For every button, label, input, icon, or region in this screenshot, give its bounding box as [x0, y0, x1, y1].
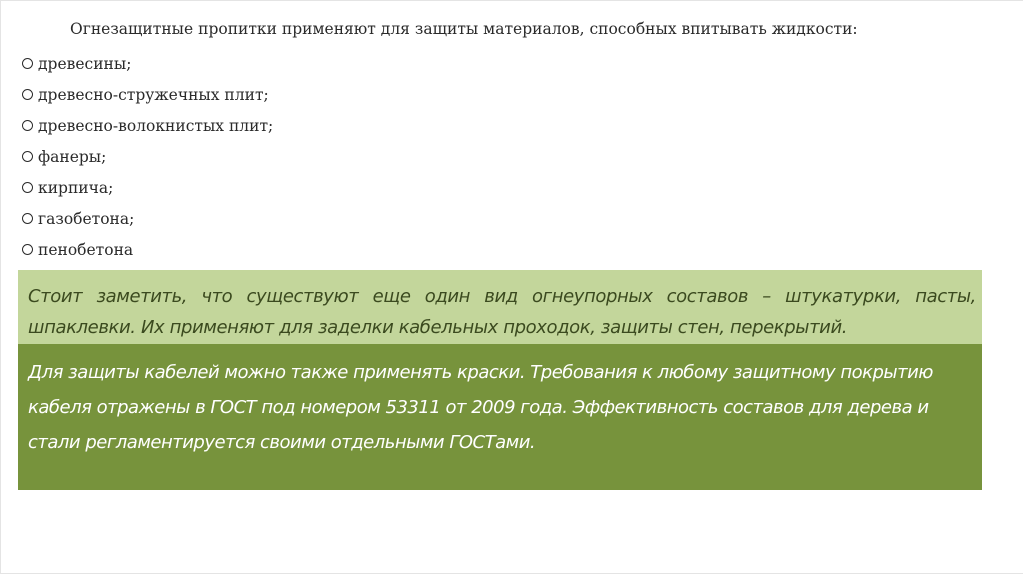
list-item-label: древесно-волокнистых плит;	[38, 117, 274, 135]
circle-bullet-icon	[22, 244, 33, 255]
list-item	[22, 176, 273, 207]
note-light-text: Стоит заметить, что существуют еще один вид огнеупорных составов – штукатурки, пасты, шпаклевки. Их применяют для заделки кабельных проходок, защиты стен, перекрытий.	[28, 286, 976, 338]
list-item	[22, 83, 273, 114]
circle-bullet-icon	[22, 151, 33, 162]
list-item-label: фанеры;	[38, 148, 107, 166]
note-dark-text: Для защиты кабелей можно также применять краски. Требования к любому защитному покрытию кабеля отражены в ГОСТ под номером 53311 от 2009 года. Эффективность составов для дерева и стали регламентируется своими отдельными ГОСТами.	[28, 362, 933, 453]
circle-bullet-icon	[22, 58, 33, 69]
list-item-label: кирпича;	[38, 179, 114, 197]
list-item	[22, 114, 273, 145]
circle-bullet-icon	[22, 120, 33, 131]
circle-bullet-icon	[22, 213, 33, 224]
list-item-label: пенобетона	[38, 241, 134, 259]
list-item-label: древесины;	[38, 55, 132, 73]
circle-bullet-icon	[22, 182, 33, 193]
list-item	[22, 207, 273, 238]
list-item	[22, 52, 273, 83]
intro-text: Огнезащитные пропитки применяют для защиты материалов, способных впитывать жидкости:	[70, 20, 858, 38]
materials-list	[22, 52, 273, 269]
list-item-label: газобетона;	[38, 210, 135, 228]
list-item-label: древесно-стружечных плит;	[38, 86, 269, 104]
list-item	[22, 238, 273, 269]
list-item	[22, 145, 273, 176]
circle-bullet-icon	[22, 89, 33, 100]
